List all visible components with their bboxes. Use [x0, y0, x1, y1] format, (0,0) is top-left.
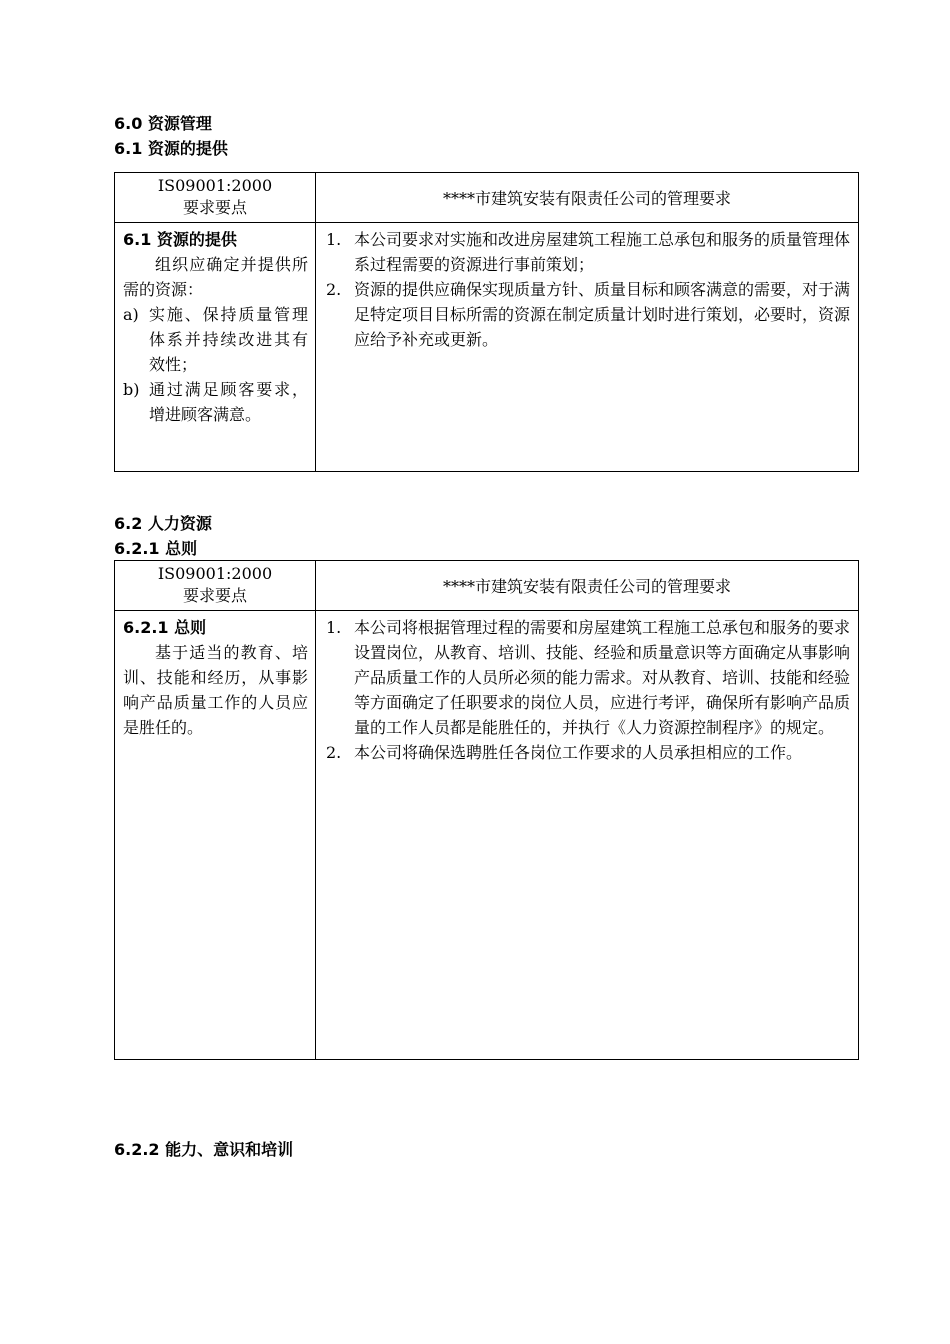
header-key-points: 要求要点	[182, 198, 247, 217]
list-item	[123, 302, 308, 377]
heading-6-2: 6.2 人力资源	[114, 514, 212, 533]
requirement-intro: 组织应确定并提供所需的资源：	[123, 255, 308, 299]
list-item	[123, 377, 308, 427]
requirement-sub-items	[123, 302, 308, 427]
list-item-number: 1.	[326, 618, 342, 637]
table-header-right: ****市建筑安装有限责任公司的管理要求	[316, 173, 859, 223]
list-item	[324, 740, 850, 765]
table-header-right: ****市建筑安装有限责任公司的管理要求	[316, 561, 859, 611]
iso-requirement-cell	[115, 223, 316, 472]
header-key-points: 要求要点	[182, 586, 247, 605]
table-header-left	[115, 173, 316, 223]
heading-6-2-2: 6.2.2 能力、意识和培训	[114, 1140, 294, 1159]
list-item-number: 2.	[326, 280, 342, 299]
list-item-text: 本公司要求对实施和改进房屋建筑工程施工总承包和服务的质量管理体系过程需要的资源进行事前策划；	[354, 230, 851, 274]
requirements-table-6-1	[114, 172, 859, 472]
list-item-number: 1.	[326, 230, 342, 249]
iso-requirement-cell	[115, 611, 316, 1060]
list-item	[324, 277, 850, 352]
list-item	[324, 615, 850, 740]
list-item-text: 实施、保持质量管理体系并持续改进其有效性；	[149, 305, 308, 374]
requirement-title: 6.1 资源的提供	[123, 230, 237, 249]
requirement-title: 6.2.1 总则	[123, 618, 207, 637]
company-requirement-list	[324, 227, 850, 352]
requirement-text: 基于适当的教育、培训、技能和经历，从事影响产品质量工作的人员应是胜任的。	[123, 643, 308, 737]
header-standard: IS09001:2000	[157, 564, 273, 583]
list-item-text: 本公司将根据管理过程的需要和房屋建筑工程施工总承包和服务的要求设置岗位，从教育、培训、技能、经验和质量意识等方面确定从事影响产品质量工作的人员所必须的能力需求。对从教育、培训、技能和经验等方面确定了任职要求的岗位人员，应进行考评，确保所有影响产品质量的工作人员都是能胜任的，并执行《人力资源控制程序》的规定。	[354, 618, 851, 737]
list-item-number: a)	[123, 305, 139, 324]
list-item-text: 通过满足顾客要求，增进顾客满意。	[149, 380, 308, 424]
list-item	[324, 227, 850, 277]
header-standard: IS09001:2000	[157, 176, 273, 195]
list-item-number: b)	[123, 380, 140, 399]
requirements-table-6-2-1	[114, 560, 859, 1060]
table-header-left	[115, 561, 316, 611]
heading-6-1: 6.1 资源的提供	[114, 139, 228, 158]
list-item-text: 本公司将确保选聘胜任各岗位工作要求的人员承担相应的工作。	[354, 743, 803, 762]
heading-6-0: 6.0 资源管理	[114, 114, 212, 133]
list-item-number: 2.	[326, 743, 342, 762]
list-item-text: 资源的提供应确保实现质量方针、质量目标和顾客满意的需要，对于满足特定项目目标所需的资源在制定质量计划时进行策划，必要时，资源应给予补充或更新。	[354, 280, 851, 349]
company-requirement-cell	[316, 611, 859, 1060]
company-requirement-cell	[316, 223, 859, 472]
company-requirement-list	[324, 615, 850, 765]
heading-6-2-1: 6.2.1 总则	[114, 539, 198, 558]
